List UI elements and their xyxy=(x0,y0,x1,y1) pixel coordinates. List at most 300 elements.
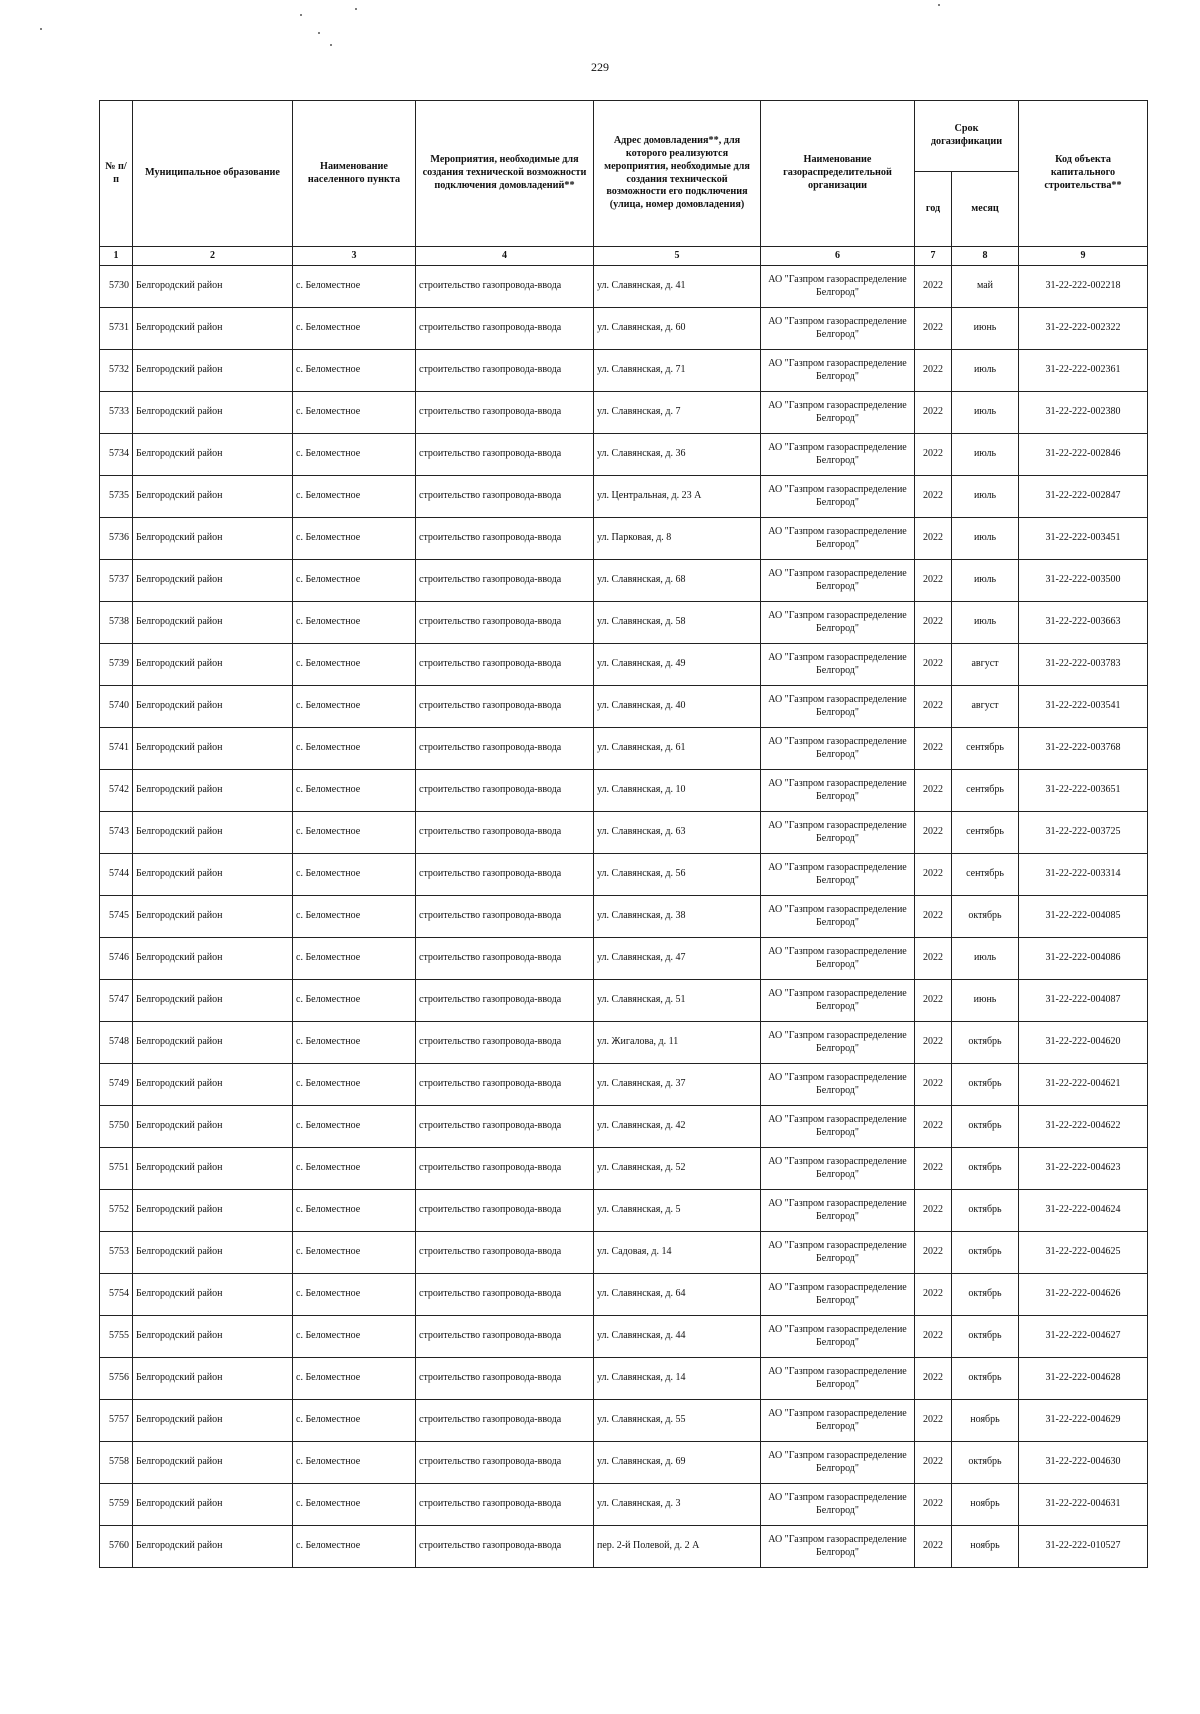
organization-cell: АО "Газпром газораспределение Белгород" xyxy=(761,1442,915,1484)
organization-cell: АО "Газпром газораспределение Белгород" xyxy=(761,728,915,770)
object-code-cell: 31-22-222-003541 xyxy=(1019,686,1148,728)
column-number-row xyxy=(100,247,1148,266)
organization-cell: АО "Газпром газораспределение Белгород" xyxy=(761,1400,915,1442)
month-cell: сентябрь xyxy=(952,728,1019,770)
table-row xyxy=(100,896,1148,938)
scan-speck xyxy=(318,32,320,34)
measure-cell: строительство газопровода-ввода xyxy=(416,434,594,476)
settlement-cell: с. Беломестное xyxy=(293,1358,416,1400)
object-code-cell: 31-22-222-002380 xyxy=(1019,392,1148,434)
object-code-cell: 31-22-222-002847 xyxy=(1019,476,1148,518)
year-cell: 2022 xyxy=(915,686,952,728)
row-number-cell: 5752 xyxy=(100,1190,133,1232)
year-cell: 2022 xyxy=(915,518,952,560)
measure-cell: строительство газопровода-ввода xyxy=(416,1190,594,1232)
object-code-cell: 31-22-222-004624 xyxy=(1019,1190,1148,1232)
measure-cell: строительство газопровода-ввода xyxy=(416,1484,594,1526)
address-cell: ул. Славянская, д. 47 xyxy=(594,938,761,980)
object-code-cell: 31-22-222-004626 xyxy=(1019,1274,1148,1316)
object-code-cell: 31-22-222-003663 xyxy=(1019,602,1148,644)
object-code-cell: 31-22-222-010527 xyxy=(1019,1526,1148,1568)
organization-cell: АО "Газпром газораспределение Белгород" xyxy=(761,644,915,686)
month-cell: октябрь xyxy=(952,1358,1019,1400)
month-cell: ноябрь xyxy=(952,1400,1019,1442)
object-code-cell: 31-22-222-002361 xyxy=(1019,350,1148,392)
month-cell: октябрь xyxy=(952,1064,1019,1106)
table-row xyxy=(100,266,1148,308)
measure-cell: строительство газопровода-ввода xyxy=(416,1232,594,1274)
settlement-cell: с. Беломестное xyxy=(293,896,416,938)
table-row xyxy=(100,1190,1148,1232)
month-cell: июнь xyxy=(952,308,1019,350)
row-number-cell: 5739 xyxy=(100,644,133,686)
measure-cell: строительство газопровода-ввода xyxy=(416,266,594,308)
organization-cell: АО "Газпром газораспределение Белгород" xyxy=(761,812,915,854)
measure-cell: строительство газопровода-ввода xyxy=(416,1358,594,1400)
settlement-cell: с. Беломестное xyxy=(293,1400,416,1442)
year-cell: 2022 xyxy=(915,1442,952,1484)
organization-cell: АО "Газпром газораспределение Белгород" xyxy=(761,686,915,728)
object-code-cell: 31-22-222-004086 xyxy=(1019,938,1148,980)
municipality-cell: Белгородский район xyxy=(133,434,293,476)
measure-cell: строительство газопровода-ввода xyxy=(416,854,594,896)
organization-cell: АО "Газпром газораспределение Белгород" xyxy=(761,938,915,980)
row-number-cell: 5748 xyxy=(100,1022,133,1064)
row-number-cell: 5735 xyxy=(100,476,133,518)
year-cell: 2022 xyxy=(915,1526,952,1568)
municipality-cell: Белгородский район xyxy=(133,1442,293,1484)
row-number-cell: 5751 xyxy=(100,1148,133,1190)
object-code-cell: 31-22-222-003783 xyxy=(1019,644,1148,686)
table-row xyxy=(100,980,1148,1022)
scan-speck xyxy=(938,4,940,6)
object-code-cell: 31-22-222-003314 xyxy=(1019,854,1148,896)
measure-cell: строительство газопровода-ввода xyxy=(416,518,594,560)
settlement-cell: с. Беломестное xyxy=(293,560,416,602)
organization-cell: АО "Газпром газораспределение Белгород" xyxy=(761,392,915,434)
table-row xyxy=(100,854,1148,896)
row-number-cell: 5750 xyxy=(100,1106,133,1148)
row-number-cell: 5744 xyxy=(100,854,133,896)
address-cell: ул. Славянская, д. 36 xyxy=(594,434,761,476)
measure-cell: строительство газопровода-ввода xyxy=(416,770,594,812)
measure-cell: строительство газопровода-ввода xyxy=(416,1526,594,1568)
row-number-cell: 5753 xyxy=(100,1232,133,1274)
object-code-cell: 31-22-222-004628 xyxy=(1019,1358,1148,1400)
address-cell: ул. Славянская, д. 61 xyxy=(594,728,761,770)
row-number-cell: 5732 xyxy=(100,350,133,392)
measure-cell: строительство газопровода-ввода xyxy=(416,308,594,350)
settlement-cell: с. Беломестное xyxy=(293,602,416,644)
column-number: 9 xyxy=(1019,247,1148,266)
month-cell: октябрь xyxy=(952,1442,1019,1484)
municipality-cell: Белгородский район xyxy=(133,644,293,686)
header-term: Срок догазификации xyxy=(915,101,1019,172)
object-code-cell: 31-22-222-004629 xyxy=(1019,1400,1148,1442)
column-number: 5 xyxy=(594,247,761,266)
table-row xyxy=(100,1526,1148,1568)
organization-cell: АО "Газпром газораспределение Белгород" xyxy=(761,1358,915,1400)
month-cell: июль xyxy=(952,434,1019,476)
row-number-cell: 5758 xyxy=(100,1442,133,1484)
address-cell: ул. Славянская, д. 41 xyxy=(594,266,761,308)
month-cell: октябрь xyxy=(952,1148,1019,1190)
year-cell: 2022 xyxy=(915,1484,952,1526)
header-organization: Наименование газораспределительной организации xyxy=(761,101,915,247)
column-number: 7 xyxy=(915,247,952,266)
measure-cell: строительство газопровода-ввода xyxy=(416,1274,594,1316)
settlement-cell: с. Беломестное xyxy=(293,1064,416,1106)
address-cell: пер. 2-й Полевой, д. 2 А xyxy=(594,1526,761,1568)
row-number-cell: 5757 xyxy=(100,1400,133,1442)
month-cell: май xyxy=(952,266,1019,308)
settlement-cell: с. Беломестное xyxy=(293,1106,416,1148)
municipality-cell: Белгородский район xyxy=(133,854,293,896)
month-cell: август xyxy=(952,686,1019,728)
object-code-cell: 31-22-222-003651 xyxy=(1019,770,1148,812)
settlement-cell: с. Беломестное xyxy=(293,266,416,308)
header-code: Код объекта капитального строительства** xyxy=(1019,101,1148,247)
address-cell: ул. Славянская, д. 55 xyxy=(594,1400,761,1442)
month-cell: октябрь xyxy=(952,1190,1019,1232)
organization-cell: АО "Газпром газораспределение Белгород" xyxy=(761,1526,915,1568)
settlement-cell: с. Беломестное xyxy=(293,350,416,392)
measure-cell: строительство газопровода-ввода xyxy=(416,812,594,854)
municipality-cell: Белгородский район xyxy=(133,1232,293,1274)
month-cell: октябрь xyxy=(952,1232,1019,1274)
row-number-cell: 5743 xyxy=(100,812,133,854)
month-cell: сентябрь xyxy=(952,854,1019,896)
month-cell: ноябрь xyxy=(952,1526,1019,1568)
municipality-cell: Белгородский район xyxy=(133,1400,293,1442)
row-number-cell: 5731 xyxy=(100,308,133,350)
year-cell: 2022 xyxy=(915,308,952,350)
municipality-cell: Белгородский район xyxy=(133,602,293,644)
organization-cell: АО "Газпром газораспределение Белгород" xyxy=(761,602,915,644)
year-cell: 2022 xyxy=(915,896,952,938)
month-cell: июль xyxy=(952,602,1019,644)
table-row xyxy=(100,1022,1148,1064)
settlement-cell: с. Беломестное xyxy=(293,1526,416,1568)
municipality-cell: Белгородский район xyxy=(133,350,293,392)
organization-cell: АО "Газпром газораспределение Белгород" xyxy=(761,770,915,812)
address-cell: ул. Славянская, д. 37 xyxy=(594,1064,761,1106)
header-settlement: Наименование населенного пункта xyxy=(293,101,416,247)
organization-cell: АО "Газпром газораспределение Белгород" xyxy=(761,1190,915,1232)
municipality-cell: Белгородский район xyxy=(133,1316,293,1358)
address-cell: ул. Славянская, д. 38 xyxy=(594,896,761,938)
row-number-cell: 5745 xyxy=(100,896,133,938)
organization-cell: АО "Газпром газораспределение Белгород" xyxy=(761,980,915,1022)
year-cell: 2022 xyxy=(915,350,952,392)
column-number: 8 xyxy=(952,247,1019,266)
year-cell: 2022 xyxy=(915,1358,952,1400)
organization-cell: АО "Газпром газораспределение Белгород" xyxy=(761,1148,915,1190)
settlement-cell: с. Беломестное xyxy=(293,854,416,896)
object-code-cell: 31-22-222-004085 xyxy=(1019,896,1148,938)
year-cell: 2022 xyxy=(915,770,952,812)
row-number-cell: 5756 xyxy=(100,1358,133,1400)
row-number-cell: 5755 xyxy=(100,1316,133,1358)
table-row xyxy=(100,560,1148,602)
year-cell: 2022 xyxy=(915,1316,952,1358)
organization-cell: АО "Газпром газораспределение Белгород" xyxy=(761,1316,915,1358)
table-row xyxy=(100,686,1148,728)
month-cell: июнь xyxy=(952,980,1019,1022)
month-cell: июль xyxy=(952,350,1019,392)
header-month: месяц xyxy=(952,172,1019,247)
municipality-cell: Белгородский район xyxy=(133,812,293,854)
address-cell: ул. Славянская, д. 63 xyxy=(594,812,761,854)
address-cell: ул. Славянская, д. 56 xyxy=(594,854,761,896)
object-code-cell: 31-22-222-004623 xyxy=(1019,1148,1148,1190)
year-cell: 2022 xyxy=(915,1232,952,1274)
row-number-cell: 5741 xyxy=(100,728,133,770)
address-cell: ул. Славянская, д. 14 xyxy=(594,1358,761,1400)
row-number-cell: 5737 xyxy=(100,560,133,602)
month-cell: июль xyxy=(952,560,1019,602)
row-number-cell: 5730 xyxy=(100,266,133,308)
month-cell: июль xyxy=(952,392,1019,434)
address-cell: ул. Славянская, д. 40 xyxy=(594,686,761,728)
address-cell: ул. Садовая, д. 14 xyxy=(594,1232,761,1274)
year-cell: 2022 xyxy=(915,728,952,770)
month-cell: август xyxy=(952,644,1019,686)
measure-cell: строительство газопровода-ввода xyxy=(416,1022,594,1064)
table-row xyxy=(100,308,1148,350)
settlement-cell: с. Беломестное xyxy=(293,1022,416,1064)
municipality-cell: Белгородский район xyxy=(133,1022,293,1064)
settlement-cell: с. Беломестное xyxy=(293,434,416,476)
address-cell: ул. Славянская, д. 71 xyxy=(594,350,761,392)
year-cell: 2022 xyxy=(915,980,952,1022)
table-row xyxy=(100,812,1148,854)
object-code-cell: 31-22-222-002218 xyxy=(1019,266,1148,308)
table-row xyxy=(100,1274,1148,1316)
month-cell: июль xyxy=(952,476,1019,518)
organization-cell: АО "Газпром газораспределение Белгород" xyxy=(761,1484,915,1526)
object-code-cell: 31-22-222-003500 xyxy=(1019,560,1148,602)
measure-cell: строительство газопровода-ввода xyxy=(416,1442,594,1484)
year-cell: 2022 xyxy=(915,1190,952,1232)
year-cell: 2022 xyxy=(915,854,952,896)
address-cell: ул. Славянская, д. 49 xyxy=(594,644,761,686)
settlement-cell: с. Беломестное xyxy=(293,644,416,686)
object-code-cell: 31-22-222-002322 xyxy=(1019,308,1148,350)
organization-cell: АО "Газпром газораспределение Белгород" xyxy=(761,434,915,476)
year-cell: 2022 xyxy=(915,1106,952,1148)
organization-cell: АО "Газпром газораспределение Белгород" xyxy=(761,518,915,560)
year-cell: 2022 xyxy=(915,1022,952,1064)
row-number-cell: 5738 xyxy=(100,602,133,644)
object-code-cell: 31-22-222-004621 xyxy=(1019,1064,1148,1106)
settlement-cell: с. Беломестное xyxy=(293,770,416,812)
table-row xyxy=(100,644,1148,686)
month-cell: октябрь xyxy=(952,1106,1019,1148)
year-cell: 2022 xyxy=(915,1148,952,1190)
measure-cell: строительство газопровода-ввода xyxy=(416,602,594,644)
row-number-cell: 5749 xyxy=(100,1064,133,1106)
organization-cell: АО "Газпром газораспределение Белгород" xyxy=(761,1064,915,1106)
row-number-cell: 5760 xyxy=(100,1526,133,1568)
measure-cell: строительство газопровода-ввода xyxy=(416,728,594,770)
row-number-cell: 5734 xyxy=(100,434,133,476)
address-cell: ул. Славянская, д. 7 xyxy=(594,392,761,434)
municipality-cell: Белгородский район xyxy=(133,518,293,560)
measure-cell: строительство газопровода-ввода xyxy=(416,644,594,686)
measure-cell: строительство газопровода-ввода xyxy=(416,980,594,1022)
object-code-cell: 31-22-222-002846 xyxy=(1019,434,1148,476)
settlement-cell: с. Беломестное xyxy=(293,938,416,980)
year-cell: 2022 xyxy=(915,560,952,602)
row-number-cell: 5754 xyxy=(100,1274,133,1316)
organization-cell: АО "Газпром газораспределение Белгород" xyxy=(761,308,915,350)
row-number-cell: 5747 xyxy=(100,980,133,1022)
municipality-cell: Белгородский район xyxy=(133,1526,293,1568)
column-number: 4 xyxy=(416,247,594,266)
object-code-cell: 31-22-222-004087 xyxy=(1019,980,1148,1022)
settlement-cell: с. Беломестное xyxy=(293,518,416,560)
column-number: 2 xyxy=(133,247,293,266)
header-year: год xyxy=(915,172,952,247)
organization-cell: АО "Газпром газораспределение Белгород" xyxy=(761,896,915,938)
organization-cell: АО "Газпром газораспределение Белгород" xyxy=(761,476,915,518)
object-code-cell: 31-22-222-004627 xyxy=(1019,1316,1148,1358)
header-address: Адрес домовладения**, для которого реализуются мероприятия, необходимые для создания технической возможности его подключения (улица, номер домовладения) xyxy=(594,101,761,247)
municipality-cell: Белгородский район xyxy=(133,1106,293,1148)
measure-cell: строительство газопровода-ввода xyxy=(416,1148,594,1190)
table-row xyxy=(100,392,1148,434)
address-cell: ул. Славянская, д. 51 xyxy=(594,980,761,1022)
header-measures: Мероприятия, необходимые для создания технической возможности подключения домовладений** xyxy=(416,101,594,247)
municipality-cell: Белгородский район xyxy=(133,1274,293,1316)
municipality-cell: Белгородский район xyxy=(133,1064,293,1106)
address-cell: ул. Славянская, д. 69 xyxy=(594,1442,761,1484)
column-number: 6 xyxy=(761,247,915,266)
column-number: 3 xyxy=(293,247,416,266)
measure-cell: строительство газопровода-ввода xyxy=(416,1064,594,1106)
month-cell: октябрь xyxy=(952,896,1019,938)
row-number-cell: 5746 xyxy=(100,938,133,980)
year-cell: 2022 xyxy=(915,476,952,518)
table-row xyxy=(100,1106,1148,1148)
settlement-cell: с. Беломестное xyxy=(293,728,416,770)
municipality-cell: Белгородский район xyxy=(133,1358,293,1400)
organization-cell: АО "Газпром газораспределение Белгород" xyxy=(761,1232,915,1274)
header-num: № п/п xyxy=(100,101,133,247)
settlement-cell: с. Беломестное xyxy=(293,1148,416,1190)
object-code-cell: 31-22-222-004630 xyxy=(1019,1442,1148,1484)
settlement-cell: с. Беломестное xyxy=(293,476,416,518)
municipality-cell: Белгородский район xyxy=(133,980,293,1022)
municipality-cell: Белгородский район xyxy=(133,686,293,728)
column-number: 1 xyxy=(100,247,133,266)
address-cell: ул. Славянская, д. 3 xyxy=(594,1484,761,1526)
object-code-cell: 31-22-222-003451 xyxy=(1019,518,1148,560)
year-cell: 2022 xyxy=(915,602,952,644)
page-number: 229 xyxy=(591,60,609,74)
address-cell: ул. Славянская, д. 5 xyxy=(594,1190,761,1232)
scan-speck xyxy=(300,14,302,16)
municipality-cell: Белгородский район xyxy=(133,1148,293,1190)
municipality-cell: Белгородский район xyxy=(133,728,293,770)
month-cell: июль xyxy=(952,518,1019,560)
table-row xyxy=(100,1400,1148,1442)
table-row xyxy=(100,1442,1148,1484)
municipality-cell: Белгородский район xyxy=(133,1484,293,1526)
organization-cell: АО "Газпром газораспределение Белгород" xyxy=(761,1106,915,1148)
measure-cell: строительство газопровода-ввода xyxy=(416,476,594,518)
scan-speck xyxy=(355,8,357,10)
table-row xyxy=(100,602,1148,644)
measure-cell: строительство газопровода-ввода xyxy=(416,350,594,392)
organization-cell: АО "Газпром газораспределение Белгород" xyxy=(761,1274,915,1316)
municipality-cell: Белгородский район xyxy=(133,560,293,602)
settlement-cell: с. Беломестное xyxy=(293,1316,416,1358)
row-number-cell: 5759 xyxy=(100,1484,133,1526)
month-cell: ноябрь xyxy=(952,1484,1019,1526)
row-number-cell: 5733 xyxy=(100,392,133,434)
table-row xyxy=(100,770,1148,812)
settlement-cell: с. Беломестное xyxy=(293,1232,416,1274)
table-row xyxy=(100,1148,1148,1190)
table-row xyxy=(100,1232,1148,1274)
object-code-cell: 31-22-222-004625 xyxy=(1019,1232,1148,1274)
object-code-cell: 31-22-222-004631 xyxy=(1019,1484,1148,1526)
year-cell: 2022 xyxy=(915,1274,952,1316)
table-row xyxy=(100,350,1148,392)
month-cell: октябрь xyxy=(952,1022,1019,1064)
measure-cell: строительство газопровода-ввода xyxy=(416,560,594,602)
settlement-cell: с. Беломестное xyxy=(293,392,416,434)
settlement-cell: с. Беломестное xyxy=(293,308,416,350)
month-cell: июль xyxy=(952,938,1019,980)
settlement-cell: с. Беломестное xyxy=(293,1484,416,1526)
table-row xyxy=(100,476,1148,518)
measure-cell: строительство газопровода-ввода xyxy=(416,392,594,434)
year-cell: 2022 xyxy=(915,938,952,980)
month-cell: октябрь xyxy=(952,1316,1019,1358)
municipality-cell: Белгородский район xyxy=(133,896,293,938)
municipality-cell: Белгородский район xyxy=(133,308,293,350)
month-cell: сентябрь xyxy=(952,812,1019,854)
address-cell: ул. Центральная, д. 23 А xyxy=(594,476,761,518)
address-cell: ул. Славянская, д. 60 xyxy=(594,308,761,350)
organization-cell: АО "Газпром газораспределение Белгород" xyxy=(761,350,915,392)
table-row xyxy=(100,1064,1148,1106)
measure-cell: строительство газопровода-ввода xyxy=(416,1106,594,1148)
settlement-cell: с. Беломестное xyxy=(293,980,416,1022)
municipality-cell: Белгородский район xyxy=(133,266,293,308)
table-row xyxy=(100,938,1148,980)
settlement-cell: с. Беломестное xyxy=(293,686,416,728)
settlement-cell: с. Беломестное xyxy=(293,1190,416,1232)
organization-cell: АО "Газпром газораспределение Белгород" xyxy=(761,560,915,602)
year-cell: 2022 xyxy=(915,644,952,686)
table-row xyxy=(100,518,1148,560)
scan-speck xyxy=(40,28,42,30)
object-code-cell: 31-22-222-003768 xyxy=(1019,728,1148,770)
address-cell: ул. Славянская, д. 42 xyxy=(594,1106,761,1148)
address-cell: ул. Славянская, д. 58 xyxy=(594,602,761,644)
object-code-cell: 31-22-222-004620 xyxy=(1019,1022,1148,1064)
header-municipality: Муниципальное образование xyxy=(133,101,293,247)
table-row xyxy=(100,1358,1148,1400)
table-row xyxy=(100,434,1148,476)
organization-cell: АО "Газпром газораспределение Белгород" xyxy=(761,266,915,308)
table-row xyxy=(100,728,1148,770)
municipality-cell: Белгородский район xyxy=(133,770,293,812)
